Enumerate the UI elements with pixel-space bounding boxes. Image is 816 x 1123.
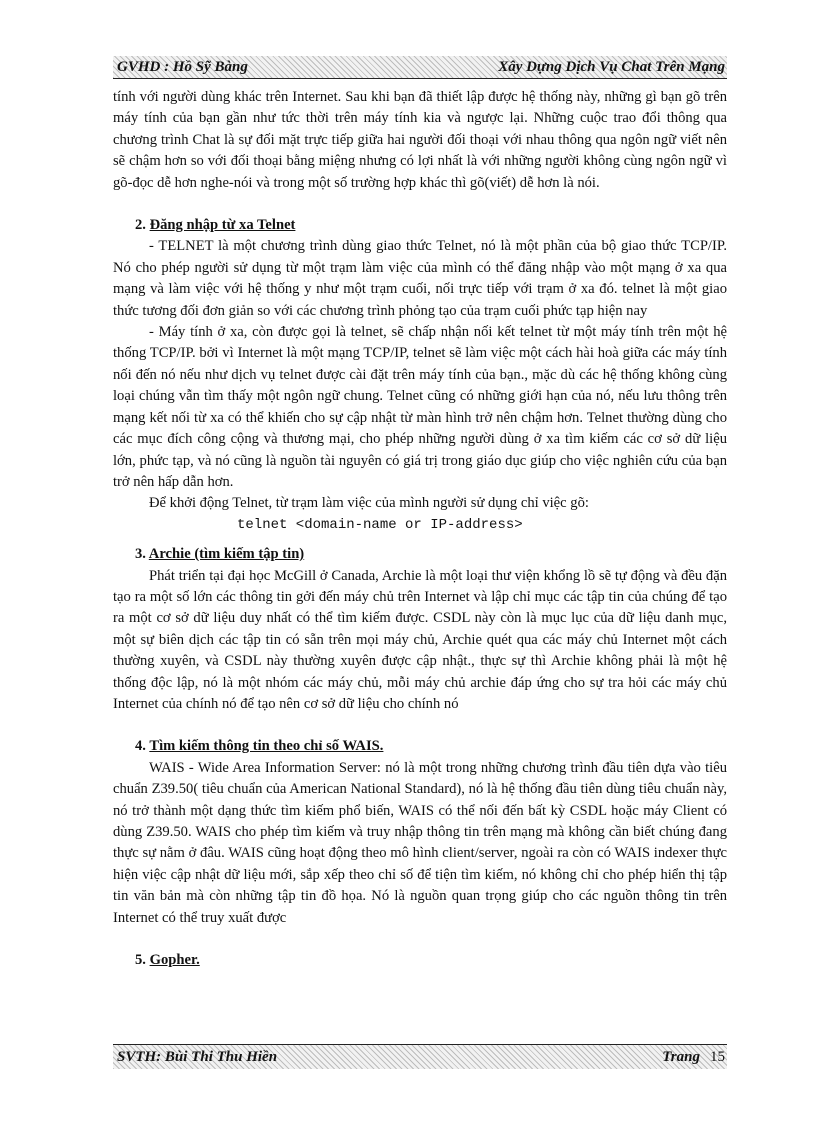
section-4-paragraph-1: WAIS - Wide Area Information Server: nó là một trong những chương trình đầu tiên dựa vào tiêu chuẩn Z39.50( tiêu chuẩn của American National Standard), nó là hệ thống đầu tiên dùng tiêu chuẩn này, nó trở thành một dạng thức tìm kiếm phổ biến, WAIS có thể nối đến bất kỳ CSDL hoặc máy Client có dùng Z39.50. WAIS cho phép tìm kiếm và truy nhập thông tin trên mạng mà không cần biết chúng đang thực sự nằm ở đâu. WAIS cũng hoạt động theo mô hình client/server, ngoài ra còn có WAIS indexer thực hiện việc cập nhật dữ liệu mới, sắp xếp theo chỉ số để tiện tìm kiếm, nó không chỉ cho phép hiển thị tập tin văn bản mà còn những tập tin đồ họa. Nó là nguồn quan trọng giúp cho các nguồn thông tin trên Internet có thể truy xuất được <box>113 759 727 926</box>
section-2-paragraph-1: - TELNET là một chương trình dùng giao thức Telnet, nó là một phần của bộ giao thức TCP/IP. Nó cho phép người sử dụng từ một trạm làm việc của mình có thể đăng nhập vào một mạng ở xa qua mạng và làm việc với hệ thống y như một trạm cuối, nối trực tiếp với trạm ở xa đó. telnet là một giao thức tương đối đơn giản so với các chương trình phỏng tạo của trạm cuối phức tạp hiện nay <box>113 238 727 319</box>
section-4-heading <box>113 736 727 757</box>
footer-page-label: Trang <box>662 1049 700 1065</box>
intro-paragraph: tính với người dùng khác trên Internet. Sau khi bạn đã thiết lập được hệ thống này, những gì bạn gõ trên máy tính của bạn gần như tức thời trên máy tính kia và ngược lại. Những cuộc trao đổi thông qua chương trình Chat là sự đối mặt trực tiếp giữa hai người đối thoại với nhau thông qua ngôn ngữ viết nên sẽ chậm hơn so với đối thoại bằng miệng nhưng có lợi nhất là với những người không cùng ngôn ngữ vì gõ-đọc dễ hơn nghe-nói và trong một số trường hợp khác thì gõ(viết) dễ hơn là nói. <box>113 89 727 191</box>
telnet-command: telnet <domain-name or IP-address> <box>237 516 523 533</box>
section-2-heading <box>113 215 727 236</box>
section-3-number: 3. <box>135 546 149 563</box>
footer-page <box>662 1045 725 1069</box>
section-2-title: Đăng nhập từ xa Telnet <box>149 217 296 234</box>
page-header <box>113 56 727 79</box>
section-3-paragraph-1: Phát triển tại đại học McGill ở Canada, Archie là một loại thư viện khổng lồ sẽ tự động và đều đặn tạo ra một số lớn các thông tin gởi đến máy chủ trên Internet và lập chỉ mục các tập tin của chúng để tạo ra một cơ sở dữ liệu duy nhất có thể tìm kiếm được. CSDL này còn là mục lục của dữ liệu danh mục, một sự biên dịch các tập tin có sẵn trên mọi máy chủ, Archie quét qua các máy chủ Internet một cách thường xuyên, và CSDL này thường xuyên được cập nhật., thực sự thì Archie không phải là một hệ thống độc lập, nó là một nhóm các máy chủ, mỗi máy chủ archie đáp ứng cho sự tra hỏi các máy chủ Internet của chính nó để tạo nên cơ sở dữ liệu cho chính nó <box>113 567 727 712</box>
page-footer <box>113 1044 727 1069</box>
section-4-title: Tìm kiếm thông tin theo chỉ số WAIS. <box>149 738 384 755</box>
section-2-paragraph-2: - Máy tính ở xa, còn được gọi là telnet, sẽ chấp nhận nối kết telnet từ một máy tính trên một hệ thống TCP/IP. bởi vì Internet là một mạng TCP/IP, telnet sẽ làm việc một cách hài hoà giữa các máy tính nối đến nó nếu như dịch vụ telnet được cài đặt trên máy tính của bạn., mặc dù các hệ thống không cùng loại chúng vẫn tìm thấy một ngôn ngữ chung. Telnet cũng có những giới hạn của nó, nếu lưu thông trên mạng kết nối từ xa có thể khiến cho sự cập nhật từ màn hình trở nên chậm hơn. Telnet thường dùng cho các mục đích công cộng và thương mại, cho phép những người dùng ở xa tìm kiếm các cơ sở dữ liệu lớn, phức tạp, và nó cũng là nguồn tài nguyên có giá trị trong giáo dục giúp cho việc nghiên cứu của bạn trở nên hấp dẫn hơn. <box>113 324 727 490</box>
section-5-heading <box>113 950 727 971</box>
section-2-paragraph-3: Để khởi động Telnet, từ trạm làm việc của mình người sử dụng chỉ việc gõ: <box>149 495 589 512</box>
section-3-title: Archie (tìm kiếm tập tin) <box>148 546 305 563</box>
footer-student: SVTH: Bùi Thi Thu Hiền <box>117 1049 278 1065</box>
header-document-title: Xây Dựng Dịch Vụ Chat Trên Mạng <box>498 59 725 75</box>
section-4-number: 4. <box>135 738 150 755</box>
section-5-number: 5. <box>135 952 150 969</box>
section-2-number: 2. <box>135 217 150 234</box>
page-body <box>113 87 727 971</box>
footer-page-number: 15 <box>710 1049 725 1065</box>
section-5-title: Gopher. <box>149 952 200 969</box>
header-instructor: GVHD : Hồ Sỹ Bàng <box>117 59 248 75</box>
section-3-heading <box>113 544 727 565</box>
